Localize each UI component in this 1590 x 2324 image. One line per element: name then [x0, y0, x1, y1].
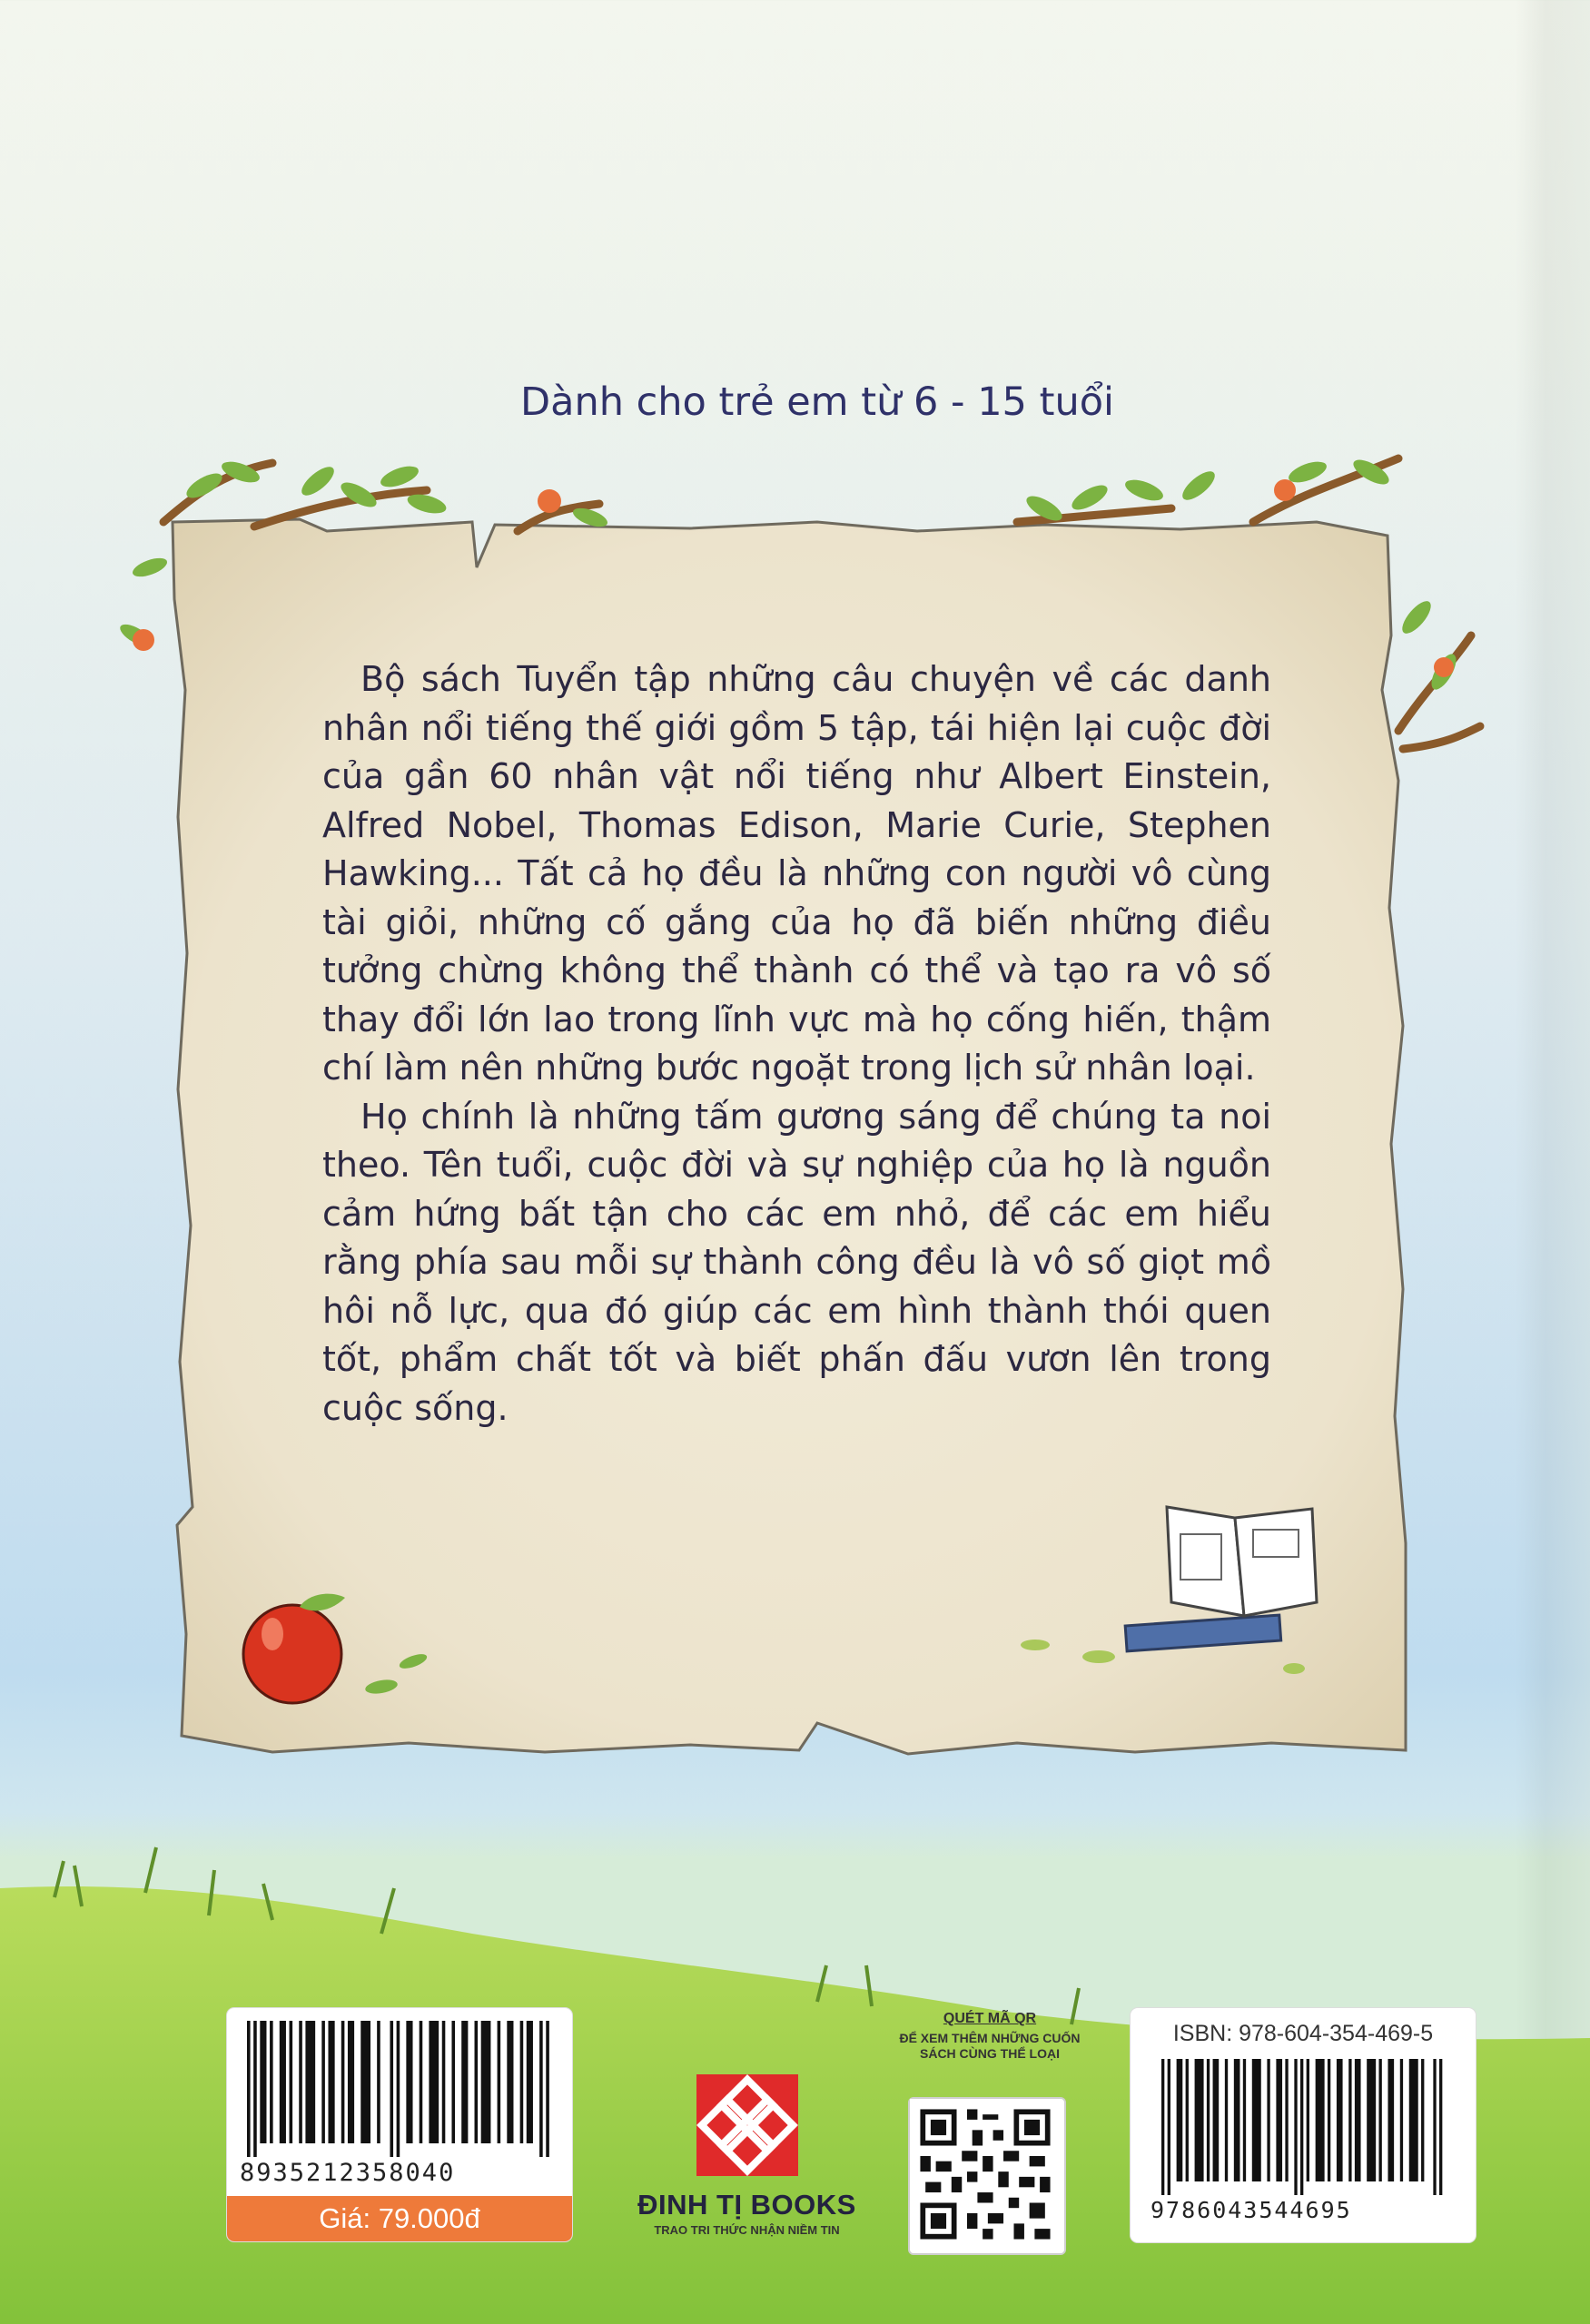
publisher-tagline: TRAO TRI THỨC NHẬN NIỀM TIN [654, 2223, 840, 2237]
isbn-digits: 9786043544695 [1151, 2197, 1352, 2223]
publisher-name: ĐINH TỊ BOOKS [637, 2189, 856, 2221]
qr-caption [885, 2011, 1094, 2062]
qr-caption-body: ĐỂ XEM THÊM NHỮNG CUỐN SÁCH CÙNG THỂ LOẠI [899, 2031, 1081, 2061]
qr-caption-title: QUÉT MÃ QR [943, 2011, 1037, 2026]
book-description [322, 655, 1271, 1433]
description-paragraph-1: Bộ sách Tuyển tập những câu chuyện về các danh nhân nổi tiếng thế giới gồm 5 tập, tái hiện lại cuộc đời của gần 60 nhân vật nổi tiếng như Albert Einstein, Alfred Nobel, Thomas Edison, Marie Curie, Stephen Hawking... Tất cả họ đều là những con người vô cùng tài giỏi, những cố gắng của họ đã biến những điều tưởng chừng không thể thành có thể và tạo ra vô số thay đổi lớn lao trong lĩnh vực mà họ cống hiến, thậm chí làm nên những bước ngoặt trong lịch sử nhân loại. [322, 659, 1271, 1088]
isbn-bars [1161, 2059, 1448, 2195]
audience-label: Dành cho trẻ em từ 6 - 15 tuổi [520, 379, 1114, 425]
barcode-digits: 8935212358040 [240, 2159, 456, 2187]
isbn-barcode [1131, 2008, 1476, 2242]
flower-left [133, 629, 154, 651]
qr-code-icon [910, 2099, 1061, 2250]
price-label: Giá: 79.000đ [227, 2196, 572, 2241]
publisher-logo-icon [696, 2074, 798, 2176]
description-paragraph-2: Họ chính là những tấm gương sáng để chúng ta noi theo. Tên tuổi, cuộc đời và sự nghiệp của họ là nguồn cảm hứng bất tận cho các em nhỏ, để các em hiểu rằng phía sau mỗi sự thành công đều là vô số giọt mồ hôi nỗ lực, qua đó giúp các em hình thành thói quen tốt, phẩm chất tốt và biết phấn đấu vươn lên trong cuộc sống. [322, 1096, 1271, 1428]
retail-barcode [227, 2008, 572, 2241]
flower-top [538, 489, 561, 513]
qr-code[interactable] [908, 2097, 1066, 2255]
isbn-label: ISBN: 978-604-354-469-5 [1172, 2021, 1434, 2046]
publisher-block [636, 2074, 858, 2237]
barcode-bars [247, 2021, 556, 2157]
